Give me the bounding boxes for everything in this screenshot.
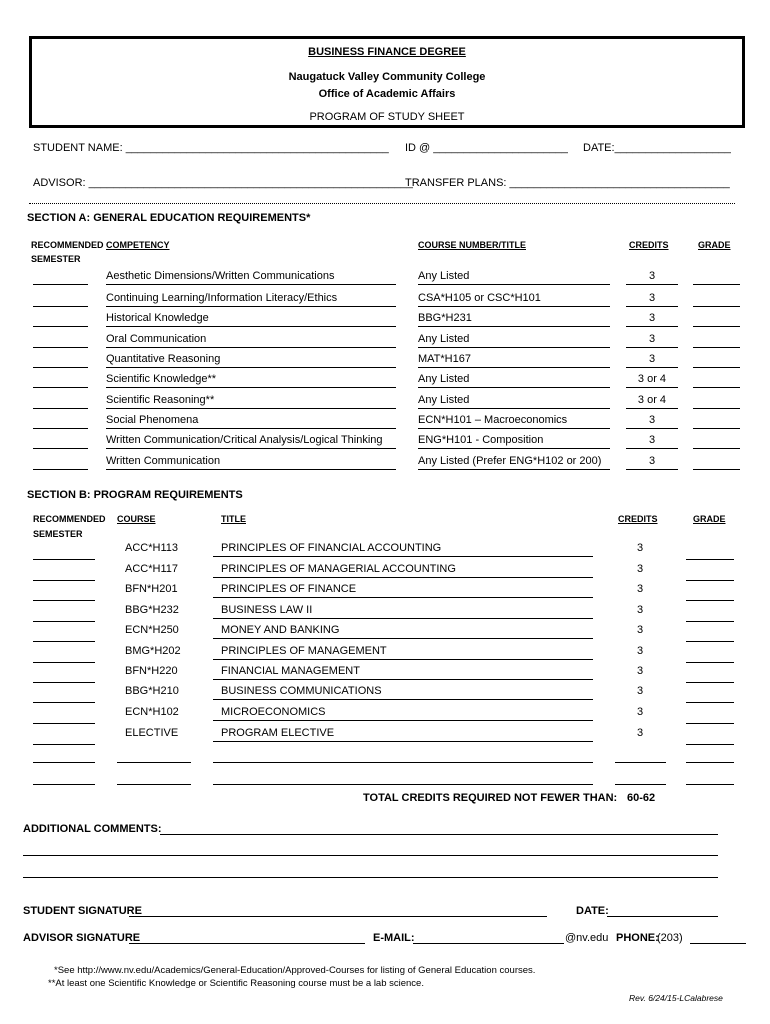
grade-line[interactable] bbox=[686, 744, 734, 745]
semester-line[interactable] bbox=[33, 580, 95, 581]
course-title-cell: BUSINESS COMMUNICATIONS bbox=[221, 685, 382, 697]
section-a-col-recommended: RECOMMENDED bbox=[31, 240, 104, 250]
grade-line[interactable] bbox=[686, 559, 734, 560]
course-cell: Any Listed bbox=[418, 333, 470, 345]
section-a-col-credits: CREDITS bbox=[629, 240, 669, 250]
grade-line[interactable] bbox=[693, 284, 740, 285]
competency-underline bbox=[106, 284, 396, 285]
course-cell: MAT*H167 bbox=[418, 353, 471, 365]
section-b-col-recommended: RECOMMENDED bbox=[33, 514, 106, 524]
credits-cell: 3 bbox=[636, 624, 644, 636]
credits-line[interactable] bbox=[615, 784, 666, 785]
course-underline bbox=[418, 469, 610, 470]
credits-underline bbox=[626, 347, 678, 348]
signature-date-line[interactable] bbox=[607, 916, 718, 917]
id-field[interactable]: ID @ ______________________ bbox=[405, 142, 568, 154]
credits-underline bbox=[626, 306, 678, 307]
course-code-cell: BBG*H232 bbox=[125, 604, 179, 616]
course-title-cell: BUSINESS LAW II bbox=[221, 604, 313, 616]
grade-line[interactable] bbox=[686, 580, 734, 581]
grade-line[interactable] bbox=[686, 662, 734, 663]
course-code-cell: BMG*H202 bbox=[125, 645, 181, 657]
course-underline bbox=[418, 448, 610, 449]
competency-cell: Written Communication/Critical Analysis/Logical Thinking bbox=[106, 434, 383, 446]
credits-underline bbox=[626, 469, 678, 470]
course-underline bbox=[418, 306, 610, 307]
title-underline bbox=[213, 699, 593, 700]
grade-line[interactable] bbox=[693, 326, 740, 327]
transfer-plans-field[interactable]: TRANSFER PLANS: ____________________________________ bbox=[405, 177, 730, 189]
competency-cell: Continuing Learning/Information Literacy/Ethics bbox=[106, 292, 338, 304]
competency-underline bbox=[106, 448, 396, 449]
competency-underline bbox=[106, 347, 396, 348]
grade-line[interactable] bbox=[693, 428, 740, 429]
office-name: Office of Academic Affairs bbox=[318, 88, 456, 100]
competency-cell: Social Phenomena bbox=[106, 414, 199, 426]
competency-cell: Written Communication bbox=[106, 455, 221, 467]
semester-line[interactable] bbox=[33, 448, 88, 449]
course-title-cell: PROGRAM ELECTIVE bbox=[221, 727, 335, 739]
student-signature-line[interactable] bbox=[129, 916, 547, 917]
credits-underline bbox=[626, 428, 678, 429]
grade-line[interactable] bbox=[693, 387, 740, 388]
title-underline bbox=[213, 741, 593, 742]
course-cell: Any Listed bbox=[418, 394, 470, 406]
semester-line[interactable] bbox=[33, 408, 88, 409]
competency-underline bbox=[106, 469, 396, 470]
credits-underline bbox=[626, 326, 678, 327]
course-cell: CSA*H105 or CSC*H101 bbox=[418, 292, 541, 304]
credits-cell: 3 bbox=[648, 292, 656, 304]
semester-line[interactable] bbox=[33, 682, 95, 683]
competency-cell: Historical Knowledge bbox=[106, 312, 209, 324]
competency-underline bbox=[106, 428, 396, 429]
credits-underline bbox=[626, 367, 678, 368]
course-line[interactable] bbox=[117, 784, 191, 785]
section-a-col-competency: COMPETENCY bbox=[106, 240, 170, 250]
title-underline bbox=[213, 577, 593, 578]
course-cell: Any Listed bbox=[418, 270, 470, 282]
course-underline bbox=[418, 367, 610, 368]
title-underline bbox=[213, 556, 593, 557]
course-title-cell: MICROECONOMICS bbox=[221, 706, 326, 718]
course-underline bbox=[418, 284, 610, 285]
credits-underline bbox=[626, 408, 678, 409]
course-code-cell: BFN*H220 bbox=[125, 665, 178, 677]
advisor-signature-line[interactable] bbox=[129, 943, 365, 944]
student-name-field[interactable]: STUDENT NAME: ___________________________________________ bbox=[33, 142, 389, 154]
semester-line[interactable] bbox=[33, 428, 88, 429]
course-cell: Any Listed bbox=[418, 373, 470, 385]
section-a-title: SECTION A: GENERAL EDUCATION REQUIREMENTS* bbox=[27, 212, 311, 224]
additional-comments-label: ADDITIONAL COMMENTS: bbox=[23, 823, 162, 835]
semester-line[interactable] bbox=[33, 621, 95, 622]
title-underline bbox=[213, 597, 593, 598]
course-code-cell: ELECTIVE bbox=[125, 727, 179, 739]
course-code-cell: ECN*H250 bbox=[125, 624, 179, 636]
course-code-cell: ECN*H102 bbox=[125, 706, 179, 718]
dotted-divider bbox=[29, 203, 735, 204]
title-underline bbox=[213, 659, 593, 660]
competency-cell: Oral Communication bbox=[106, 333, 207, 345]
semester-line[interactable] bbox=[33, 284, 88, 285]
credits-cell: 3 bbox=[648, 270, 656, 282]
title-underline bbox=[213, 679, 593, 680]
semester-line[interactable] bbox=[33, 723, 95, 724]
credits-cell: 3 bbox=[648, 434, 656, 446]
semester-line[interactable] bbox=[33, 469, 88, 470]
title-line[interactable] bbox=[213, 762, 593, 763]
phone-label: PHONE: bbox=[616, 932, 659, 944]
section-b-col-credits: CREDITS bbox=[618, 514, 658, 524]
section-b-title: SECTION B: PROGRAM REQUIREMENTS bbox=[27, 489, 243, 501]
student-signature-label: STUDENT SIGNATURE bbox=[23, 905, 142, 917]
competency-cell: Scientific Reasoning** bbox=[106, 394, 215, 406]
grade-line[interactable] bbox=[693, 367, 740, 368]
credits-line[interactable] bbox=[615, 762, 666, 763]
course-underline bbox=[418, 387, 610, 388]
competency-underline bbox=[106, 326, 396, 327]
grade-line[interactable] bbox=[686, 702, 734, 703]
date-field[interactable]: DATE:___________________ bbox=[583, 142, 731, 154]
section-a-col-course: COURSE NUMBER/TITLE bbox=[418, 240, 526, 250]
competency-cell: Quantitative Reasoning bbox=[106, 353, 221, 365]
college-name: Naugatuck Valley Community College bbox=[288, 71, 486, 83]
title-underline bbox=[213, 638, 593, 639]
section-b-col-course: COURSE bbox=[117, 514, 156, 524]
semester-line[interactable] bbox=[33, 326, 88, 327]
competency-cell: Scientific Knowledge** bbox=[106, 373, 217, 385]
credits-underline bbox=[626, 448, 678, 449]
course-underline bbox=[418, 347, 610, 348]
advisor-signature-label: ADVISOR SIGNATURE bbox=[23, 932, 141, 944]
course-title-cell: PRINCIPLES OF FINANCE bbox=[221, 583, 357, 595]
course-underline bbox=[418, 326, 610, 327]
course-title-cell: FINANCIAL MANAGEMENT bbox=[221, 665, 360, 677]
course-code-cell: BFN*H201 bbox=[125, 583, 178, 595]
comments-line-2[interactable] bbox=[23, 855, 718, 856]
title-line[interactable] bbox=[213, 784, 593, 785]
grade-line[interactable] bbox=[693, 448, 740, 449]
credits-cell: 3 bbox=[648, 414, 656, 426]
credits-cell: 3 bbox=[636, 665, 644, 677]
signature-date-label: DATE: bbox=[576, 905, 609, 917]
footnote-2: **At least one Scientific Knowledge or Scientific Reasoning course must be a lab science. bbox=[48, 978, 424, 989]
semester-line[interactable] bbox=[33, 662, 95, 663]
credits-cell: 3 bbox=[648, 353, 656, 365]
competency-underline bbox=[106, 408, 396, 409]
credits-cell: 3 or 4 bbox=[637, 373, 667, 385]
semester-line[interactable] bbox=[33, 641, 95, 642]
title-underline bbox=[213, 618, 593, 619]
course-title-cell: PRINCIPLES OF MANAGERIAL ACCOUNTING bbox=[221, 563, 456, 575]
semester-line[interactable] bbox=[33, 306, 88, 307]
credits-cell: 3 bbox=[636, 727, 644, 739]
course-title-cell: PRINCIPLES OF MANAGEMENT bbox=[221, 645, 387, 657]
title-underline bbox=[213, 720, 593, 721]
course-code-cell: ACC*H117 bbox=[125, 563, 178, 575]
credits-cell: 3 bbox=[636, 706, 644, 718]
section-b-col-semester: SEMESTER bbox=[33, 529, 83, 539]
total-credits-value: 60-62 bbox=[627, 792, 656, 804]
section-a-col-semester: SEMESTER bbox=[31, 254, 81, 264]
course-cell: BBG*H231 bbox=[418, 312, 472, 324]
course-title-cell: PRINCIPLES OF FINANCIAL ACCOUNTING bbox=[221, 542, 442, 554]
section-b-col-grade: GRADE bbox=[693, 514, 726, 524]
total-credits-label: TOTAL CREDITS REQUIRED NOT FEWER THAN: bbox=[363, 792, 618, 804]
semester-line[interactable] bbox=[33, 600, 95, 601]
semester-line[interactable] bbox=[33, 559, 95, 560]
course-code-cell: ACC*H113 bbox=[125, 542, 178, 554]
semester-line[interactable] bbox=[33, 762, 95, 763]
grade-line[interactable] bbox=[693, 408, 740, 409]
credits-cell: 3 or 4 bbox=[637, 394, 667, 406]
semester-line[interactable] bbox=[33, 347, 88, 348]
comments-line-3[interactable] bbox=[23, 877, 718, 878]
credits-cell: 3 bbox=[636, 604, 644, 616]
semester-line[interactable] bbox=[33, 744, 95, 745]
phone-area-code: (203) bbox=[657, 932, 683, 944]
credits-underline bbox=[626, 284, 678, 285]
credits-cell: 3 bbox=[648, 312, 656, 324]
credits-cell: 3 bbox=[648, 455, 656, 467]
grade-line[interactable] bbox=[693, 347, 740, 348]
grade-line[interactable] bbox=[686, 784, 734, 785]
section-a-col-grade: GRADE bbox=[698, 240, 731, 250]
revision-note: Rev. 6/24/15-LCalabrese bbox=[629, 993, 723, 1003]
comments-line-1[interactable] bbox=[160, 834, 718, 835]
competency-underline bbox=[106, 387, 396, 388]
competency-underline bbox=[106, 367, 396, 368]
grade-line[interactable] bbox=[686, 682, 734, 683]
semester-line[interactable] bbox=[33, 387, 88, 388]
course-title-cell: MONEY AND BANKING bbox=[221, 624, 340, 636]
grade-line[interactable] bbox=[686, 641, 734, 642]
course-code-cell: BBG*H210 bbox=[125, 685, 179, 697]
semester-line[interactable] bbox=[33, 784, 95, 785]
credits-cell: 3 bbox=[648, 333, 656, 345]
grade-line[interactable] bbox=[686, 723, 734, 724]
grade-line[interactable] bbox=[686, 621, 734, 622]
grade-line[interactable] bbox=[693, 469, 740, 470]
phone-line[interactable] bbox=[690, 943, 746, 944]
document-title: BUSINESS FINANCE DEGREE bbox=[308, 46, 466, 58]
credits-cell: 3 bbox=[636, 685, 644, 697]
advisor-field[interactable]: ADVISOR: _____________________________________________________ bbox=[33, 177, 413, 189]
grade-line[interactable] bbox=[686, 762, 734, 763]
course-cell: ECN*H101 – Macroeconomics bbox=[418, 414, 568, 426]
credits-underline bbox=[626, 387, 678, 388]
course-cell: Any Listed (Prefer ENG*H102 or 200) bbox=[418, 455, 602, 467]
course-line[interactable] bbox=[117, 762, 191, 763]
section-b-col-title: TITLE bbox=[221, 514, 246, 524]
credits-cell: 3 bbox=[636, 645, 644, 657]
grade-line[interactable] bbox=[686, 600, 734, 601]
email-domain: @nv.edu bbox=[565, 932, 609, 944]
credits-cell: 3 bbox=[636, 563, 644, 575]
email-line[interactable] bbox=[413, 943, 564, 944]
competency-cell: Aesthetic Dimensions/Written Communications bbox=[106, 270, 335, 282]
grade-line[interactable] bbox=[693, 306, 740, 307]
course-cell: ENG*H101 - Composition bbox=[418, 434, 544, 446]
competency-underline bbox=[106, 306, 396, 307]
semester-line[interactable] bbox=[33, 702, 95, 703]
course-underline bbox=[418, 408, 610, 409]
semester-line[interactable] bbox=[33, 367, 88, 368]
credits-cell: 3 bbox=[636, 542, 644, 554]
sheet-title: PROGRAM OF STUDY SHEET bbox=[309, 111, 465, 123]
email-label: E-MAIL: bbox=[373, 932, 415, 944]
credits-cell: 3 bbox=[636, 583, 644, 595]
footnote-1: *See http://www.nv.edu/Academics/General-Education/Approved-Courses for listing of General Education courses. bbox=[54, 965, 536, 976]
course-underline bbox=[418, 428, 610, 429]
